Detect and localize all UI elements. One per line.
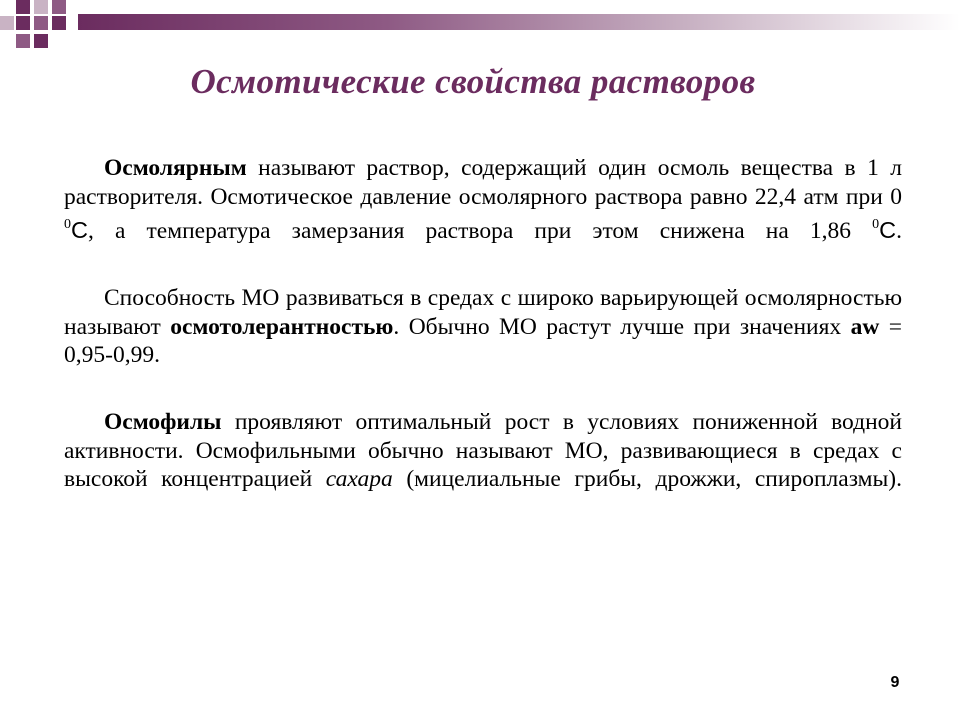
paragraph-osmolar (64, 154, 902, 274)
paragraph-text: = 0,95-0,99. (64, 313, 902, 368)
unit-celsius: С (879, 217, 897, 243)
term-osmotolerance: осмотолерантностью (170, 313, 394, 340)
header-decoration (0, 0, 960, 60)
decor-square (52, 0, 66, 14)
paragraph-osmophiles (64, 408, 902, 522)
decor-square (0, 16, 14, 30)
decor-square (16, 0, 30, 14)
decor-square (34, 34, 48, 48)
paragraph-text: . Обычно МО растут лучше при значениях (393, 313, 851, 340)
paragraph-text: . (896, 218, 902, 244)
paragraph-text: , а температура замерзания раствора при этом снижена на 1,86 (87, 218, 873, 244)
term-osmolar: Осмолярным (104, 155, 247, 181)
unit-celsius: С (71, 217, 88, 243)
decor-square (16, 16, 30, 30)
paragraph-text: (мицелиальные грибы, дрожжи, спироплазмы). (392, 466, 902, 492)
superscript-degree: 0 (872, 217, 880, 232)
header-gradient-bar (78, 14, 960, 30)
paragraph-text: называют раствор, содержащий один осмоль вещества в 1 л растворителя. Осмотическое давление осмолярного раствора равно 22,4 атм при 0 (64, 155, 902, 210)
paragraph-text: проявляют оптимальный рост в условиях пониженной водной активности. Осмофильными обычно называют МО, развивающиеся в средах с высокой концентрацией (64, 409, 902, 492)
decor-square (52, 16, 66, 30)
slide-body (64, 154, 902, 532)
paragraph-text: Способность МО развиваться в средах с широко варьирующей осмолярностью называют (64, 285, 902, 340)
page-number: 9 (890, 674, 900, 691)
term-osmophiles: Осмофилы (104, 409, 222, 435)
decor-square (16, 34, 30, 48)
term-water-activity: aw (850, 313, 880, 340)
paragraph-osmotolerance (64, 284, 902, 398)
decor-square (34, 16, 48, 30)
italic-sugar: сахара (325, 466, 393, 492)
superscript-degree: 0 (64, 217, 71, 232)
decor-square (34, 0, 48, 14)
slide-title: Осмотические свойства растворов (190, 62, 756, 101)
